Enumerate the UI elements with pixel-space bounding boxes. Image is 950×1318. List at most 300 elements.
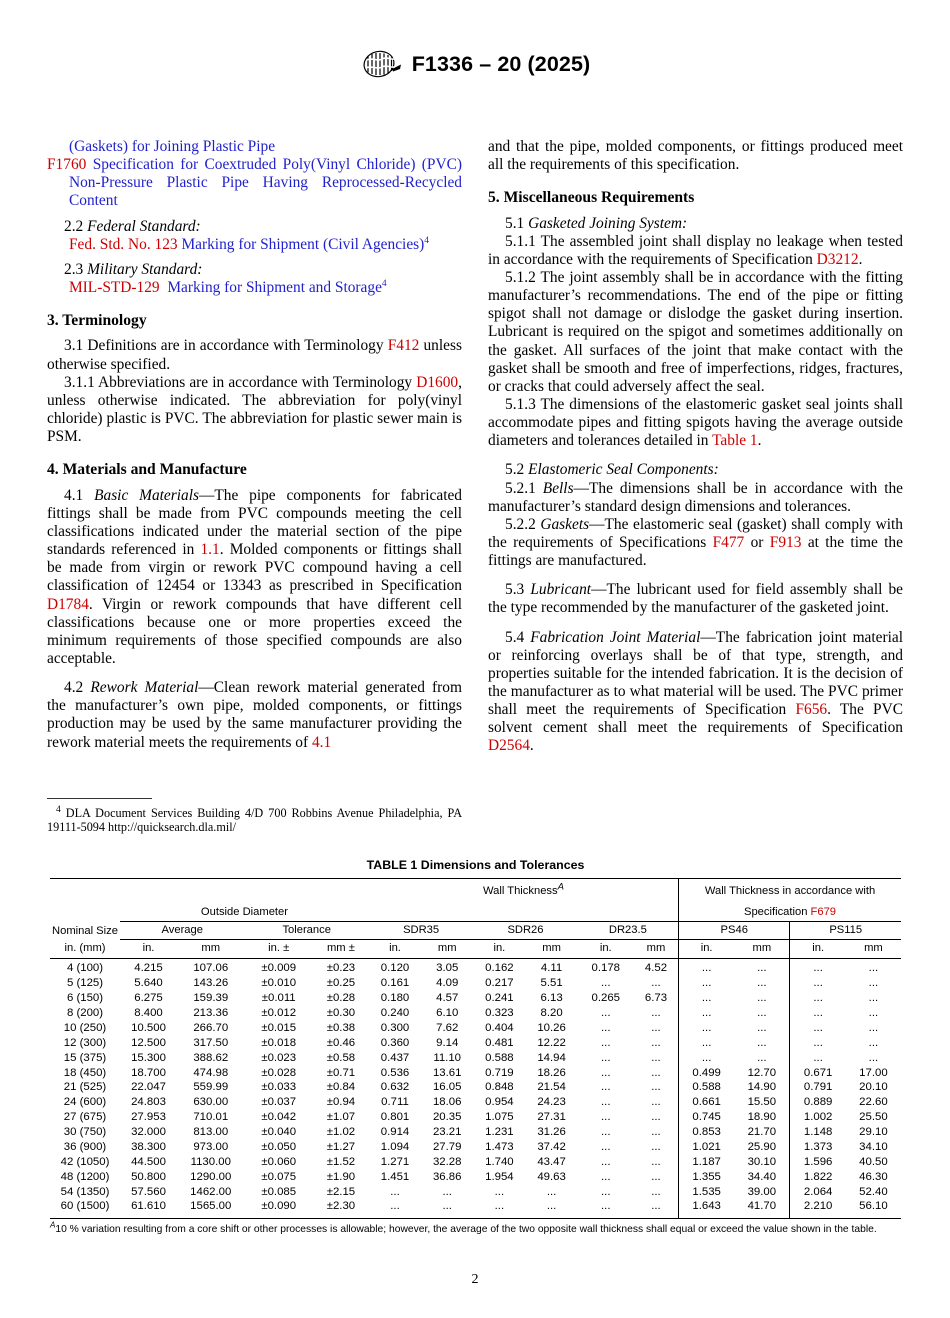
table-cell: 34.40 (747, 1170, 777, 1183)
table-cell: 0.161 (380, 977, 410, 990)
reference-link-d2564[interactable]: D2564 (488, 737, 530, 755)
paragraph-5-1-3 (488, 396, 903, 450)
paragraph-term: Fabrication Joint Material (530, 628, 701, 646)
paragraph-text: Definitions are in accordance with Terminology (87, 337, 384, 355)
table-cell: ±0.94 (326, 1096, 356, 1109)
table-cell: 1.271 (380, 1155, 410, 1168)
table-cell: 5.51 (540, 977, 563, 990)
paragraph-5-2-2 (488, 516, 903, 570)
paragraph-number: 5.3 (505, 581, 525, 599)
table-row (50, 1111, 901, 1126)
table-cell: 4.52 (644, 962, 668, 975)
paragraph-term: Elastomeric Seal Components: (528, 461, 719, 479)
paragraph-3-1 (47, 337, 462, 373)
table-cell: 57.560 (131, 1185, 166, 1198)
paragraph-number: 4.1 (64, 486, 84, 504)
table-cell: ... (757, 1021, 767, 1034)
paragraph-number: 3.1.1 (64, 373, 95, 391)
table-row (50, 1185, 901, 1200)
heading-section-4: 4. Materials and Manufacture (47, 461, 247, 479)
table-cell: 14.90 (747, 1081, 777, 1094)
table-bottom-rule (50, 1215, 901, 1219)
table-cell: 0.848 (485, 1081, 514, 1094)
table-row (50, 1126, 901, 1141)
paragraph-text: , unless otherwise indicated. The abbreviation for poly(vinyl chloride) plastic is PVC. The abbreviation for plastic sewer main is PSM. (47, 373, 462, 446)
paragraph-number: 3.1 (64, 337, 84, 355)
table-cell: ±0.23 (326, 962, 356, 975)
table-cell: 973.00 (193, 1140, 229, 1153)
header-spacer-od (120, 879, 369, 901)
table-row (50, 1155, 901, 1170)
table-cell: ±0.84 (326, 1081, 356, 1094)
reference-code[interactable]: MIL-STD-129 (69, 278, 160, 296)
footnote-marker: 4 (56, 804, 61, 815)
table-cell: ... (790, 992, 846, 1007)
document-designation: F1336 – 20 (2025) (411, 51, 591, 76)
table-cell: 36.86 (432, 1170, 462, 1183)
table-cell: 0.588 (679, 1081, 735, 1096)
paragraph-text: . Virgin or rework compounds that have different cell classifications because one or more properties exceed the minimum requirements of those specified compounds are also acceptable. (47, 595, 462, 667)
header-wall-thickness-label: Wall Thickness (483, 884, 558, 897)
table-cell: 25.50 (859, 1111, 888, 1124)
table-row (50, 1200, 901, 1215)
table-row (50, 1140, 901, 1155)
header-f679-line2 (679, 900, 901, 922)
table-cell: ... (679, 1051, 735, 1066)
table-cell: 0.719 (485, 1066, 514, 1079)
table-cell: 4.57 (436, 992, 459, 1005)
table-cell: ... (790, 1036, 846, 1051)
table-cell: 0.536 (380, 1066, 410, 1079)
table-row (50, 1021, 901, 1036)
cell-nominal-size: 4 (100) (66, 962, 104, 975)
paragraph-text: at the time the fittings are manufactured. (488, 534, 903, 570)
table-header-row-3 (50, 922, 901, 940)
paragraph-text: or (750, 534, 764, 552)
table-cell: 710.01 (193, 1111, 229, 1124)
table-cell: ... (868, 1007, 879, 1020)
footnote-divider (47, 798, 152, 799)
table-cell: ... (790, 977, 846, 992)
cell-nominal-size: 42 (1050) (60, 1155, 110, 1168)
table-cell: 1.822 (790, 1170, 846, 1185)
table-cell: ... (651, 1200, 661, 1213)
page-number: 2 (471, 1272, 479, 1287)
table-row (50, 1051, 901, 1066)
table-cell: 5.640 (134, 977, 163, 990)
table-cell: ±1.07 (326, 1111, 356, 1124)
table-row (50, 1066, 901, 1081)
table-cell: 25.90 (747, 1140, 777, 1153)
table-cell: ±0.090 (261, 1200, 297, 1213)
page-header (0, 46, 950, 82)
table-cell: ±0.25 (326, 977, 356, 990)
reference-title: (Gaskets) for Joining Plastic Pipe (69, 138, 276, 155)
table-cell: ±0.71 (326, 1066, 356, 1079)
table-cell: ... (442, 1185, 452, 1198)
table-cell: 12.22 (537, 1036, 566, 1049)
table-cell: ±0.015 (261, 1021, 297, 1034)
table-cell: 18.700 (131, 1066, 166, 1079)
table-cell: ... (679, 1007, 735, 1022)
unit-ps46-mm: mm (752, 942, 772, 955)
paragraph-text: The dimensions of the elastomeric gasket seal joints shall accommodate pipes and fitting spigots having the average outside diameters and tolerances detailed in (488, 396, 903, 450)
reference-link-f679[interactable]: F679 (810, 905, 837, 918)
cell-nominal-size: 6 (150) (66, 992, 104, 1005)
cell-nominal-size: 21 (525) (63, 1081, 107, 1094)
paragraph-text: unless otherwise specified. (47, 337, 462, 373)
table-cell: 0.241 (485, 992, 514, 1005)
table-row (50, 992, 901, 1007)
table-cell: 24.803 (131, 1096, 166, 1109)
table-cell: 46.30 (859, 1170, 888, 1183)
table-cell: 1.075 (485, 1111, 514, 1124)
cell-nominal-size: 48 (1200) (60, 1170, 110, 1183)
paragraph-5-1-2 (488, 269, 903, 396)
footnote-marker: A (557, 880, 564, 892)
table-cell: 317.50 (193, 1036, 229, 1049)
table-cell: 20.10 (859, 1081, 888, 1094)
table-row (50, 1081, 901, 1096)
table-cell: 1.954 (485, 1170, 514, 1183)
table-cell: ... (601, 1081, 611, 1094)
cell-nominal-size: 5 (125) (66, 977, 104, 990)
table-cell: 27.79 (432, 1140, 462, 1153)
reference-title[interactable]: Marking for Shipment (Civil Agencies) (181, 235, 425, 253)
unit-ps46-in: in. (679, 940, 735, 958)
table-cell: 813.00 (193, 1126, 229, 1139)
table-cell: 13.61 (432, 1066, 462, 1079)
paragraph-term: Lubricant (530, 581, 592, 599)
unit-ps115-mm: mm (864, 942, 883, 955)
table-cell: ... (601, 1185, 611, 1198)
cell-nominal-size: 10 (250) (63, 1021, 107, 1034)
header-average: Average (120, 922, 244, 940)
paragraph-number: 5.1.3 (505, 396, 536, 414)
paragraph-number: 5.2 (505, 461, 525, 479)
table-cell: 1.451 (380, 1170, 410, 1183)
table-cell: ±0.075 (261, 1170, 297, 1183)
table-cell: ±0.018 (261, 1036, 297, 1049)
table-units-row (50, 940, 901, 958)
header-sdr26: SDR26 (473, 922, 577, 940)
section-2-3 (47, 261, 462, 279)
table-cell: 16.05 (432, 1081, 462, 1094)
table-cell: ... (790, 1021, 846, 1036)
table-cell: ... (601, 1096, 611, 1109)
table-cell: ... (757, 977, 767, 990)
table-cell: ... (868, 1036, 879, 1049)
table-cell: ±0.040 (261, 1126, 297, 1139)
table-cell: ... (868, 992, 879, 1005)
paragraph-5-2-1 (488, 480, 903, 516)
paragraph-term: Basic Materials (94, 486, 199, 504)
header-wall-thickness-rule (369, 900, 679, 922)
table-cell: ... (757, 1007, 767, 1020)
reference-link-f656[interactable]: F656 (795, 701, 828, 719)
table-cell: 12.70 (747, 1066, 777, 1079)
table-cell: 32.000 (131, 1126, 166, 1139)
paragraph-text: . (858, 250, 863, 268)
table-cell: ... (601, 1066, 611, 1079)
section-title: Military Standard: (87, 260, 203, 278)
table-cell: 18.90 (747, 1111, 777, 1124)
table-cell: 0.265 (591, 992, 621, 1005)
table-cell: ... (601, 1170, 611, 1183)
cell-nominal-size: 27 (675) (63, 1111, 107, 1124)
unit-sdr35-mm: mm (437, 942, 457, 955)
paragraph-5-2 (488, 461, 903, 479)
table-cell: 1462.00 (190, 1185, 232, 1198)
table-cell: 27.953 (131, 1111, 166, 1124)
footnote-marker: 4 (381, 278, 387, 289)
table-cell: ±0.023 (261, 1051, 297, 1064)
header-f679-spec-label: Specification (743, 905, 808, 918)
table-cell: 0.499 (679, 1066, 735, 1081)
table-cell: 0.300 (380, 1021, 410, 1034)
table-cell: 39.00 (747, 1185, 777, 1198)
table-cell: 44.500 (131, 1155, 166, 1168)
reference-title[interactable]: Specification for Coextruded Poly(Vinyl Chloride) (PVC) Non-Pressure Plastic Pipe Having Reprocessed-Recycled Content (69, 156, 462, 210)
table-cell: 1.002 (790, 1111, 846, 1126)
cell-nominal-size: 36 (900) (63, 1140, 107, 1153)
footnote-marker: A (50, 1220, 56, 1230)
table-cell: 1.148 (790, 1126, 846, 1141)
table-cell: 0.711 (381, 1096, 409, 1109)
table-cell: ... (651, 1111, 661, 1124)
paragraph-term: Gaskets (540, 515, 590, 533)
reference-link-table-1[interactable]: Table 1 (712, 432, 758, 450)
table-cell: 10.500 (131, 1021, 166, 1034)
table-cell: 21.54 (537, 1081, 566, 1094)
table-footnote (50, 1220, 901, 1236)
table-cell: 1.535 (679, 1185, 735, 1200)
table-cell: 41.70 (747, 1200, 777, 1213)
section-number: 2.2 (64, 217, 84, 235)
table-cell: 2.064 (790, 1185, 846, 1200)
reference-fed-std-123 (47, 236, 462, 254)
table-cell: 49.63 (537, 1170, 566, 1183)
table-cell: 0.745 (679, 1111, 735, 1126)
paragraph-term: Bells (542, 479, 574, 497)
table-cell: 27.31 (537, 1111, 566, 1124)
table-cell: ... (601, 977, 611, 990)
cell-nominal-size: 60 (1500) (60, 1200, 110, 1213)
table-row (50, 1007, 901, 1022)
body-columns (47, 138, 903, 835)
table-cell: ... (679, 977, 735, 992)
table-cell: 43.47 (537, 1155, 566, 1168)
table-cell: 4.215 (134, 962, 163, 975)
table-cell: ±0.042 (261, 1111, 297, 1124)
table-cell: ±0.011 (261, 992, 296, 1005)
table-cell: ... (679, 1036, 735, 1051)
table-cell: 24.23 (537, 1096, 566, 1109)
footnote-marker: 4 (424, 235, 430, 246)
unit-dr235-mm: mm (646, 942, 666, 955)
paragraph-number: 4.2 (64, 679, 84, 697)
table-cell: ±2.15 (326, 1185, 356, 1198)
table-cell: 0.661 (679, 1096, 735, 1111)
table-cell: 3.05 (436, 962, 459, 975)
table-header-row-2 (50, 900, 901, 922)
table-cell: ... (868, 977, 879, 990)
table-cell: ... (651, 977, 661, 990)
table-cell: 18.26 (537, 1066, 566, 1079)
paragraph-5-1-1 (488, 233, 903, 269)
cell-nominal-size: 54 (1350) (60, 1185, 110, 1198)
table-cell: ±0.085 (261, 1185, 297, 1198)
unit-tol-mm: mm ± (326, 942, 355, 955)
table-cell: 7.62 (436, 1021, 459, 1034)
table-cell: 34.10 (859, 1140, 888, 1153)
table-cell: ... (651, 1036, 661, 1049)
table-cell: ... (651, 1155, 661, 1168)
document-page (0, 46, 950, 1318)
paragraph-3-1-1 (47, 374, 462, 447)
table-cell: ... (679, 992, 735, 1007)
reference-link-1-1[interactable]: 1.1 (200, 541, 220, 559)
table-row (50, 962, 901, 977)
table-cell: 1.355 (679, 1170, 735, 1185)
table-cell: 11.10 (433, 1051, 462, 1064)
table-cell: 0.889 (790, 1096, 846, 1111)
table-cell: ±2.30 (326, 1200, 356, 1213)
reference-link-f412[interactable]: F412 (387, 337, 420, 355)
table-cell: ... (494, 1200, 505, 1213)
table-cell: 1.473 (485, 1140, 514, 1153)
header-wall-thickness-f679 (679, 879, 901, 901)
table-cell: 17.00 (859, 1066, 888, 1079)
table-cell: 6.13 (540, 992, 563, 1005)
table-cell: 0.791 (790, 1081, 846, 1096)
table-cell: 0.914 (380, 1126, 410, 1139)
table-cell: ±0.28 (326, 992, 356, 1005)
table-cell: 6.73 (644, 992, 668, 1005)
unit-nominal-size: in. (mm) (64, 942, 106, 955)
table-cell: 1.373 (790, 1140, 846, 1155)
table-cell: 2.210 (790, 1200, 846, 1215)
table-cell: 8.400 (134, 1007, 163, 1020)
table-cell: 0.801 (380, 1111, 410, 1124)
table-cell: 12.500 (131, 1036, 166, 1049)
table-header-row-1 (50, 879, 901, 901)
unit-avg-mm: mm (201, 942, 221, 955)
table-cell: 559.99 (193, 1081, 229, 1094)
dimensions-table (50, 878, 901, 1219)
table-cell: 630.00 (193, 1096, 229, 1109)
table-cell: ... (546, 1200, 557, 1213)
table-cell: 18.06 (432, 1096, 462, 1109)
reference-code[interactable]: F1760 (47, 156, 87, 174)
reference-link-d3212[interactable]: D3212 (816, 250, 859, 268)
header-dr235: DR23.5 (578, 922, 679, 940)
header-sdr35: SDR35 (369, 922, 473, 940)
table-cell: ... (651, 1126, 661, 1139)
table-cell: ±0.009 (261, 962, 297, 975)
table-cell: ±0.028 (261, 1066, 297, 1079)
table-cell: ... (757, 962, 767, 975)
table-cell: ±0.060 (261, 1155, 297, 1168)
table-cell: ±0.58 (326, 1051, 356, 1064)
reference-link-f913[interactable]: F913 (769, 534, 802, 552)
table-cell: ... (757, 992, 767, 1005)
reference-link-d1784[interactable]: D1784 (47, 595, 89, 613)
reference-code[interactable]: Fed. Std. No. 123 (69, 235, 178, 253)
paragraph-number: 5.2.1 (505, 479, 536, 497)
paragraph-text: . (757, 432, 762, 450)
table-cell: 8.20 (540, 1007, 563, 1020)
table-cell: ... (494, 1185, 505, 1198)
table-cell: 15.300 (131, 1051, 166, 1064)
header-nominal-size-label: Nominal Size (52, 924, 118, 937)
reference-link-f477[interactable]: F477 (712, 534, 745, 552)
cell-nominal-size: 18 (450) (63, 1066, 107, 1079)
table-cell: 0.437 (380, 1051, 410, 1064)
table-cell: ... (651, 1170, 661, 1183)
table-row (50, 1036, 901, 1051)
table-cell: ... (601, 1111, 611, 1124)
header-tolerance: Tolerance (244, 922, 368, 940)
table-cell: ... (651, 1051, 661, 1064)
table-cell: 40.50 (859, 1155, 888, 1168)
paragraph-text: —The elastomeric seal (gasket) shall comply with the requirements of Specifications (488, 515, 903, 552)
astm-logo-icon (360, 49, 402, 79)
table-cell: 213.36 (193, 1007, 229, 1020)
table-cell: ... (757, 1036, 767, 1049)
table-cell: 10.26 (537, 1021, 566, 1034)
table-cell: ... (601, 1007, 611, 1020)
table-cell: 266.70 (193, 1021, 229, 1034)
table-cell: ... (679, 1021, 735, 1036)
table-cell: 1.231 (485, 1126, 514, 1139)
table-cell: ±1.27 (326, 1140, 356, 1153)
table-cell: 1.021 (679, 1140, 735, 1155)
header-outside-diameter (120, 900, 369, 922)
reference-link-4-1[interactable]: 4.1 (311, 733, 332, 751)
table-cell: ... (790, 1051, 846, 1066)
table-cell: 0.632 (380, 1081, 410, 1094)
right-column (488, 138, 903, 835)
table-cell: 0.180 (380, 992, 410, 1005)
table-cell: ... (601, 1140, 611, 1153)
heading-section-5: 5. Miscellaneous Requirements (488, 189, 695, 207)
table-cell: ±0.012 (261, 1007, 297, 1020)
table-cell: 0.360 (380, 1036, 410, 1049)
table-cell: ... (651, 1007, 661, 1020)
reference-link-d1600[interactable]: D1600 (416, 373, 459, 391)
table-cell: 1.740 (485, 1155, 514, 1168)
paragraph-text: —Clean rework material generated from the manufacturer’s own pipe, molded components, or fittings production may be used by the same manufacturer providing the rework material meets the requirements of (47, 679, 462, 751)
paragraph-text: —The fabrication joint material or reinforcing overlays shall be of that type, strength, and properties suitable for the intended fabrication. It is the decision of the manufacturer as to what material will be used. The PVC primer shall meet the requirements of Specification (488, 628, 903, 719)
reference-gaskets (47, 138, 462, 156)
paragraph-term: Rework Material (90, 679, 199, 697)
header-ps46: PS46 (679, 922, 790, 940)
table-cell: ... (868, 1021, 879, 1034)
table-cell: 0.481 (485, 1036, 514, 1049)
paragraph-text: . (529, 737, 534, 755)
table-cell: ... (390, 1185, 400, 1198)
table-cell: 0.217 (485, 977, 514, 990)
unit-sdr26-mm: mm (542, 942, 561, 955)
table-row (50, 1170, 901, 1185)
table-cell: ... (757, 1051, 767, 1064)
table-cell: 15.50 (747, 1096, 777, 1109)
table-cell: ... (601, 1036, 611, 1049)
table-cell: 1.596 (790, 1155, 846, 1170)
reference-title[interactable]: Marking for Shipment and Storage (167, 278, 382, 296)
table-cell: 0.588 (485, 1051, 514, 1064)
